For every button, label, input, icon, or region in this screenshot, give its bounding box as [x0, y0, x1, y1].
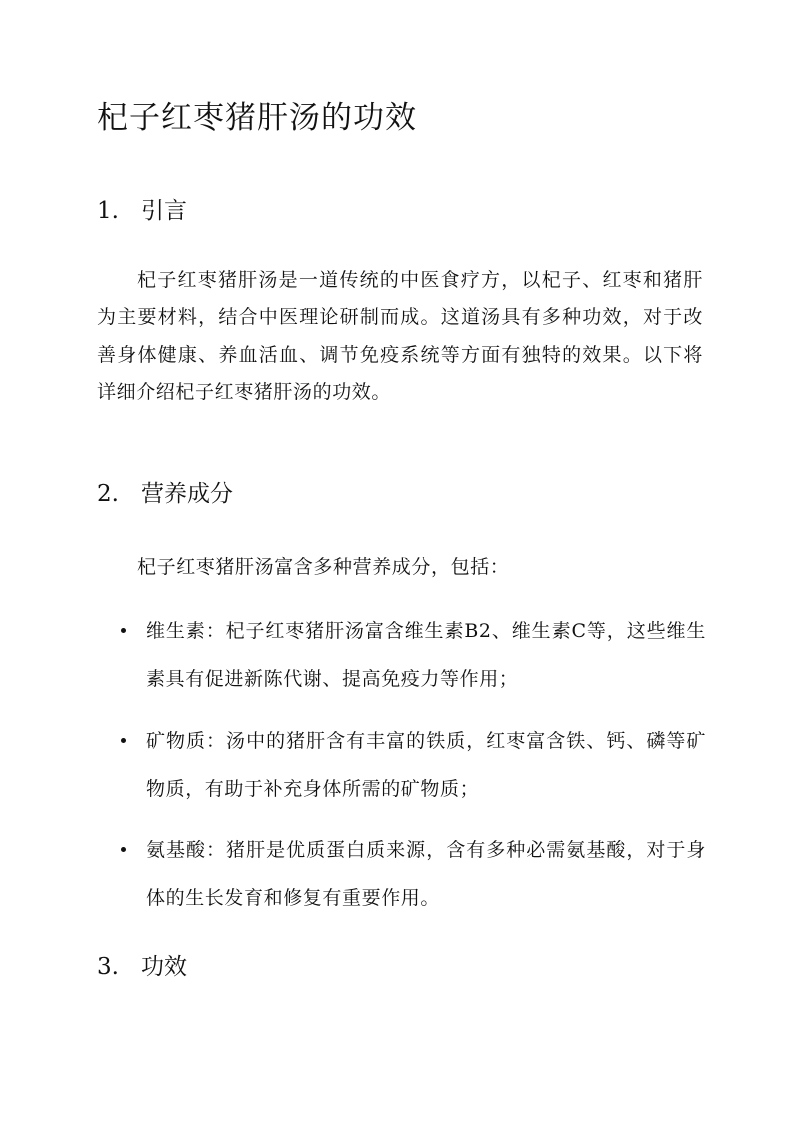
section-number: 1.	[97, 198, 119, 224]
list-item-minerals	[146, 717, 706, 813]
list-item-text: 矿物质：汤中的猪肝含有丰富的铁质，红枣富含铁、钙、磷等矿物质，有助于补充身体所需的矿物质；	[146, 730, 706, 800]
section-title: 功效	[141, 954, 187, 980]
bullet-icon	[121, 738, 126, 743]
bullet-icon	[121, 847, 126, 852]
section-number: 2.	[97, 481, 119, 507]
list-item-amino-acids	[146, 826, 706, 922]
section-heading-nutrition	[97, 478, 233, 510]
list-item-text: 维生素：杞子红枣猪肝汤富含维生素B2、维生素C等，这些维生素具有促进新陈代谢、提高免疫力等作用；	[146, 620, 706, 690]
section-title: 引言	[141, 198, 187, 224]
section-heading-benefits	[97, 951, 187, 983]
nutrition-intro: 杞子红枣猪肝汤富含多种营养成分，包括：	[137, 556, 510, 578]
intro-paragraph: 杞子红枣猪肝汤是一道传统的中医食疗方，以杞子、红枣和猪肝为主要材料，结合中医理论研制而成。这道汤具有多种功效，对于改善身体健康、养血活血、调节免疫系统等方面有独特的效果。以下将详细介绍杞子红枣猪肝汤的功效。	[97, 269, 703, 403]
section-number: 3.	[97, 954, 119, 980]
document-title: 杞子红枣猪肝汤的功效	[97, 100, 417, 136]
bullet-icon	[121, 628, 126, 633]
list-item-vitamins	[146, 607, 706, 703]
list-item-text: 氨基酸：猪肝是优质蛋白质来源，含有多种必需氨基酸，对于身体的生长发育和修复有重要作用。	[146, 839, 706, 909]
section-heading-intro	[97, 195, 187, 227]
section-title: 营养成分	[141, 481, 233, 507]
